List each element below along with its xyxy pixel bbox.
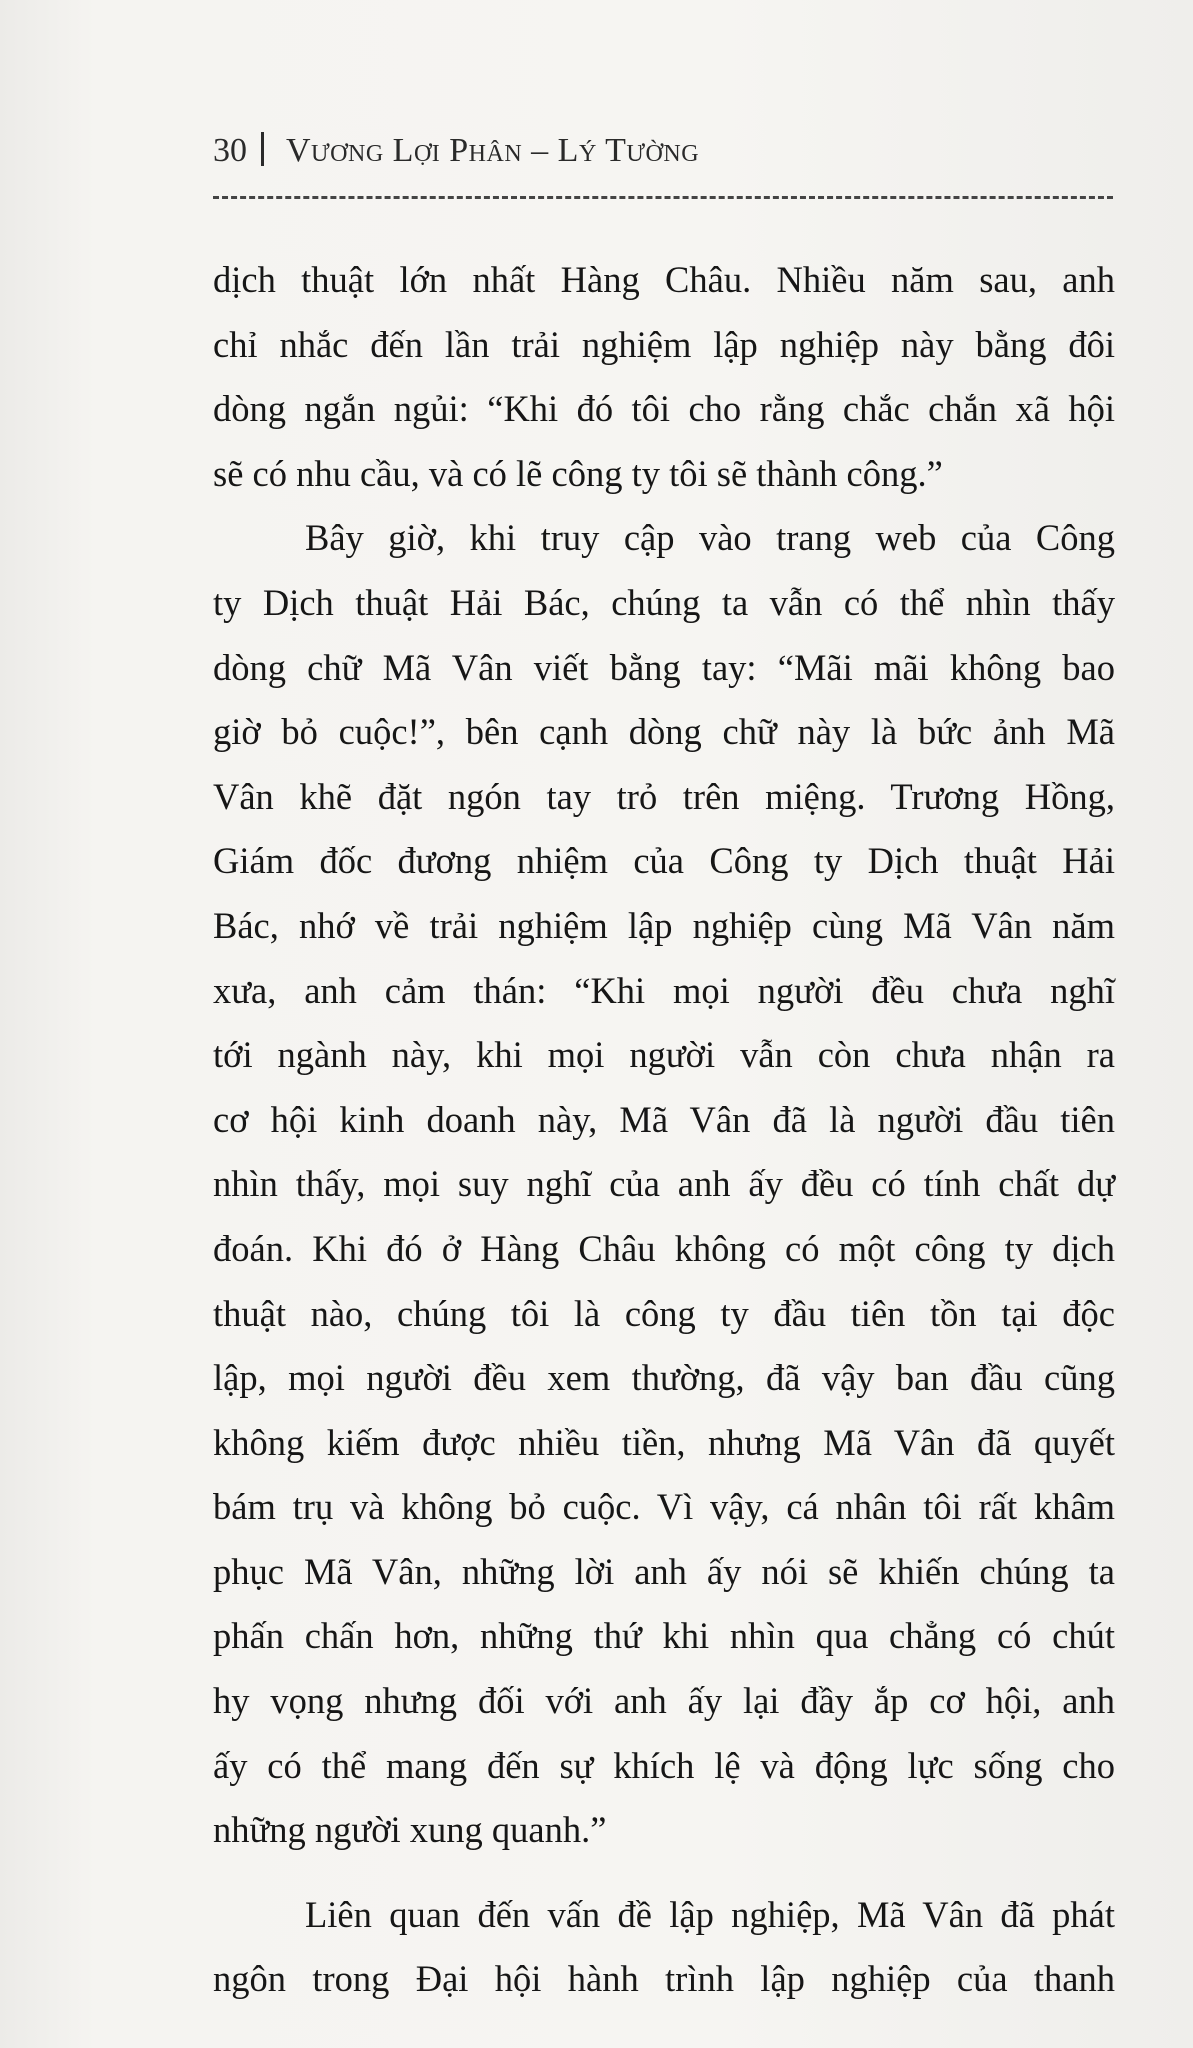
text-line: không kiếm được nhiều tiền, nhưng Mã Vân đã quyết: [213, 1421, 1115, 1463]
text-line: chỉ nhắc đến lần trải nghiệm lập nghiệp này bằng đôi: [213, 323, 1115, 365]
text-line: những người xung quanh.”: [213, 1809, 607, 1851]
paragraph: [213, 1883, 1115, 2012]
text-line: xưa, anh cảm thán: “Khi mọi người đều chưa nghĩ: [213, 969, 1115, 1011]
text-line: dịch thuật lớn nhất Hàng Châu. Nhiều năm sau, anh: [213, 259, 1115, 300]
text-line: hy vọng nhưng đối với anh ấy lại đầy ắp cơ hội, anh: [213, 1680, 1115, 1722]
header-divider: [261, 132, 264, 166]
text-line: tới ngành này, khi mọi người vẫn còn chưa nhận ra: [213, 1034, 1115, 1076]
text-line: cơ hội kinh doanh này, Mã Vân đã là người đầu tiên: [213, 1098, 1115, 1140]
paragraph: [213, 248, 1115, 506]
body-text: [213, 248, 1115, 2012]
text-line: nhìn thấy, mọi suy nghĩ của anh ấy đều có tính chất dự: [213, 1163, 1115, 1205]
text-line: Bác, nhớ về trải nghiệm lập nghiệp cùng Mã Vân năm: [213, 904, 1115, 946]
text-line: ngôn trong Đại hội hành trình lập nghiệp của thanh: [213, 1958, 1115, 2000]
text-line: ấy có thể mang đến sự khích lệ và động lực sống cho: [213, 1744, 1115, 1786]
text-line: lập, mọi người đều xem thường, đã vậy ban đầu cũng: [213, 1357, 1115, 1399]
text-line: Liên quan đến vấn đề lập nghiệp, Mã Vân đã phát: [305, 1893, 1115, 1935]
text-line: ty Dịch thuật Hải Bác, chúng ta vẫn có thể nhìn thấy: [213, 581, 1115, 623]
text-line: bám trụ và không bỏ cuộc. Vì vậy, cá nhân tôi rất khâm: [213, 1486, 1115, 1528]
text-line: Giám đốc đương nhiệm của Công ty Dịch thuật Hải: [213, 840, 1115, 882]
header-dashed-rule: [213, 196, 1113, 199]
paragraph: [213, 506, 1115, 1862]
text-line: đoán. Khi đó ở Hàng Châu không có một công ty dịch: [213, 1227, 1115, 1269]
text-line: dòng chữ Mã Vân viết bằng tay: “Mãi mãi không bao: [213, 646, 1115, 688]
text-line: phục Mã Vân, những lời anh ấy nói sẽ khiến chúng ta: [213, 1550, 1115, 1592]
running-title: Vương Lợi Phân – Lý Tường: [286, 132, 700, 169]
text-line: dòng ngắn ngủi: “Khi đó tôi cho rằng chắc chắn xã hội: [213, 388, 1115, 430]
text-line: sẽ có nhu cầu, và có lẽ công ty tôi sẽ thành công.”: [213, 452, 943, 494]
running-header: [213, 132, 699, 170]
text-line: phấn chấn hơn, những thứ khi nhìn qua chẳng có chút: [213, 1615, 1115, 1657]
text-line: thuật nào, chúng tôi là công ty đầu tiên tồn tại độc: [213, 1292, 1115, 1334]
text-line: Vân khẽ đặt ngón tay trỏ trên miệng. Trương Hồng,: [213, 775, 1115, 817]
page-number: 30: [213, 132, 247, 169]
text-line: giờ bỏ cuộc!”, bên cạnh dòng chữ này là bức ảnh Mã: [213, 711, 1115, 753]
text-line: Bây giờ, khi truy cập vào trang web của Công: [305, 517, 1115, 559]
